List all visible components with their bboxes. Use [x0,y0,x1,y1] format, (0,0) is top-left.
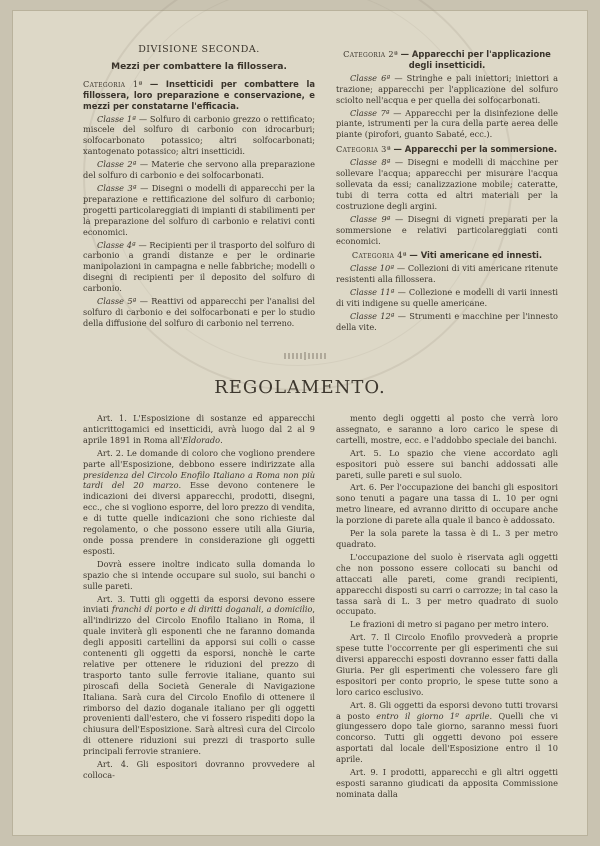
article-text: Gli oggetti da esporsi devono tutti trovarsi a posto [336,699,559,721]
regolamento-title: REGOLAMENTO. [214,377,386,398]
article-text: Tutti gli oggetti da esporsi devono essere inviati [83,593,315,615]
page-sheet [12,10,588,836]
article-text-cont: . Quelli che vi giungessero dopo tale giorno, saranno messi fuori concorso. Tutti gli oggetti devono poi essere asportati dal locale dell'Esposizione entro il 10 aprile. [336,710,558,765]
class-3: Classe 3ª — Disegni o modelli di apparecchi per la preparazione e rettificazione del solfuro di carbonio; progetti particolareggiati di impianti di stabilimenti per la preparazione del solfuro di carbonio e relativi conti economici. [83,182,315,237]
article-text: Lo spazio che viene accordato agli espositori può essere sui banchi addossati alle pareti, sulle pareti e sul suolo. [336,447,559,480]
article-paragraph [83,413,315,446]
article-number: Art. 1. [97,413,127,423]
article-number: Art. 7. [350,632,379,643]
article-paragraph [336,767,558,800]
article-paragraph [83,759,315,781]
category-3: Categoria 3ª — Apparecchi per la sommersione. [336,144,557,155]
class-7: Classe 7ª — Apparecchi per la disinfezione delle piante, istrumenti per la cura della parte aerea delle piante (pirofori, guanto Sabaté, ecc.). [336,107,558,140]
article-emphasis: entro il giorno 1º aprile [376,710,490,721]
article-paragraph [336,552,558,617]
category-1: Categoria 1ª — Insetticidi per combattere la fillossera, loro preparazione e conservazione, e mezzi per constatarne l'efficacia. [83,78,315,111]
article-number: Art. 3. [97,593,126,604]
article-text: mento degli oggetti al posto che verrà loro assegnato, e saranno a loro carico le spese di cartelli, mostre, ecc. e l'addobbo speciale dei banchi. [336,413,558,445]
class-12: Classe 12ª — Strumenti e macchine per l'innesto della vite. [336,310,558,332]
article-paragraph [336,619,558,630]
class-5: Classe 5ª — Reattivi od apparecchi per l'analisi del solfuro di carbonio e dei solfocarbonati e per lo studio della diffusione del solfuro di carbonio nel terreno. [83,296,315,328]
division-title: DIVISIONE SECONDA. [138,44,260,55]
article-text-cont: . Esse devono contenere le indicazioni dei diversi apparecchi, prodotti, disegni, ecc., che si vogliono esporre, del loro prezzo di vendita, e di tutte quelle indicazioni che sono richieste dal regolamento, o che possono essere utili alla Giuria, onde possa prendere in considerazione gli oggetti esposti. [83,480,315,556]
article-paragraph [336,482,558,526]
class-6: Classe 6ª — Stringhe e pali iniettori; iniettori a trazione; apparecchi per l'applicazione del solfuro sciolto nell'acqua e per quella dei solfocarbonati. [336,72,558,105]
article-text: L'occupazione del suolo è riservata agli oggetti che non possono essere collocati su banchi od attaccati alle pareti, come grandi recipienti, apparecchi disposti su carri o carrozze; in tal caso la tassa sarà di L. 3 per metro quadrato di suolo occupato. [336,551,558,617]
class-4: Classe 4ª — Recipienti per il trasporto del solfuro di carbonio a grandi distanze e per le ordinarie manipolazioni in campagna e nelle fabbriche; modelli o disegni di recipienti per il deposito del solfuro di carbonio. [83,239,315,294]
article-text: Le domande di coloro che vogliono prendere parte all'Esposizione, debbono essere indirizzate alla [83,447,315,469]
article-number: Art. 5. [350,447,382,458]
left-top-column [83,45,315,331]
article-emphasis: Eldorado [182,434,221,445]
class-11: Classe 11ª — Collezione e modelli di varii innesti di viti indigene su quelle americane. [336,287,558,309]
article-paragraph [83,594,315,758]
article-paragraph [83,559,315,592]
class-2: Classe 2ª — Materie che servono alla preparazione del solfuro di carbonio e dei solfocarbonati. [83,159,315,181]
section-title: Mezzi per combattere la fillossera. [111,61,287,72]
article-text: L'Esposizione di sostanze ed apparecchi anticrittogamici ed insetticidi, avrà luogo dal 2 al 9 aprile 1891 in Roma all' [83,413,315,445]
article-text: Il Circolo Enofilo provvederà a proprie spese tutte l'occorrente per gli esperimenti che sui diversi apparecchi esposti dovranno esser fatti dalla Giuria. Per gli esperimenti che volessero fare gli espositori per conto proprio, le spese tutte sono a loro carico esclusivo. [336,632,559,697]
ornament-divider [283,351,327,361]
article-text: Dovrà essere inoltre indicato sulla domanda lo spazio che si intende occupare sul suolo, sui banchi o sulle pareti. [83,558,315,591]
category-4: Categoria 4ª — Viti americane ed innesti. [351,250,543,261]
article-paragraph [336,413,558,446]
article-emphasis: franchi di porto e di diritti doganali, a domicilio [111,604,313,615]
right-articles-column [336,413,558,802]
article-text: Gli espositori dovranno provvedere al colloca- [83,759,316,780]
category-2: Categoria 2ª — Apparecchi per l'applicazione degli insetticidi. [343,49,551,70]
article-number: Art. 2. [97,447,124,458]
class-10: Classe 10ª — Collezioni di viti americane ritenute resistenti alla fillossera. [336,263,558,285]
class-9: Classe 9ª — Disegni di vigneti preparati per la sommersione e relativi particolareggiati conti economici. [336,213,558,246]
article-number: Art. 4. [97,759,129,770]
article-text-cont: . [220,434,223,445]
article-paragraph [336,448,558,481]
article-paragraph [83,448,315,557]
article-emphasis: presidenza del Circolo Enofilo Italiano a Roma non più tardi del 20 marzo [83,469,315,491]
article-paragraph [336,528,558,550]
article-number: Art. 9. [350,767,379,778]
article-text-cont: , all'indirizzo del Circolo Enofilo Italiano in Roma, il quale inviterà gli esponenti che ne faranno domanda degli appositi cartellini da apporsi sui colli o casse contenenti gli oggetti da esporsi, nonchè le carte relative per ottenere le riduzioni del prezzo di trasporto tanto sulle ferrovie italiane, quanto sui piroscafi della Società Generale di Navigazione Italiana. Sarà cura del Circolo Enofilo di ottenere il rimborso del dazio doganale italiano per gli oggetti provenienti dall'estero, che vi fossero rispediti dopo la chiusura dell'Esposizione. Sarà altresì cura del Circolo di ottenere riduzioni sui prezzi di trasporto sulle principali ferrovie straniere. [83,604,315,757]
article-text: I prodotti, apparecchi e gli altri oggetti esposti saranno giudicati da apposita Commissione nominata dalla [336,767,558,799]
article-number: Art. 6. [350,482,377,493]
article-number: Art. 8. [350,699,377,710]
right-top-column [336,45,558,335]
article-text: Per l'occupazione dei banchi gli espositori sono tenuti a pagare una tassa di L. 10 per ogni metro lineare, ed avranno diritto di occupare anche la porzione di parete alla quale il banco è addossato. [336,482,558,526]
left-articles-column [83,413,315,783]
article-paragraph [336,700,558,765]
class-8: Classe 8ª — Disegni e modelli di macchine per sollevare l'acqua; apparecchi per misurare l'acqua sollevata da essi; canalizzazione mobile; cateratte, tubi di terra cotta ed altri materiali per la costruzione degli argini. [336,157,559,211]
article-text: Per la sola parete la tassa è di L. 3 per metro quadrato. [336,528,558,549]
article-paragraph [336,632,558,697]
article-text: Le frazioni di metro si pagano per metro intero. [350,619,549,630]
class-1: Classe 1ª — Solfuro di carbonio grezzo o rettificato; miscele del solfuro di carbonio con idrocarburi; solfocarbonato potassico; altri solfocarbonati; xantogenato potassico; altri insetticidi. [83,113,315,157]
